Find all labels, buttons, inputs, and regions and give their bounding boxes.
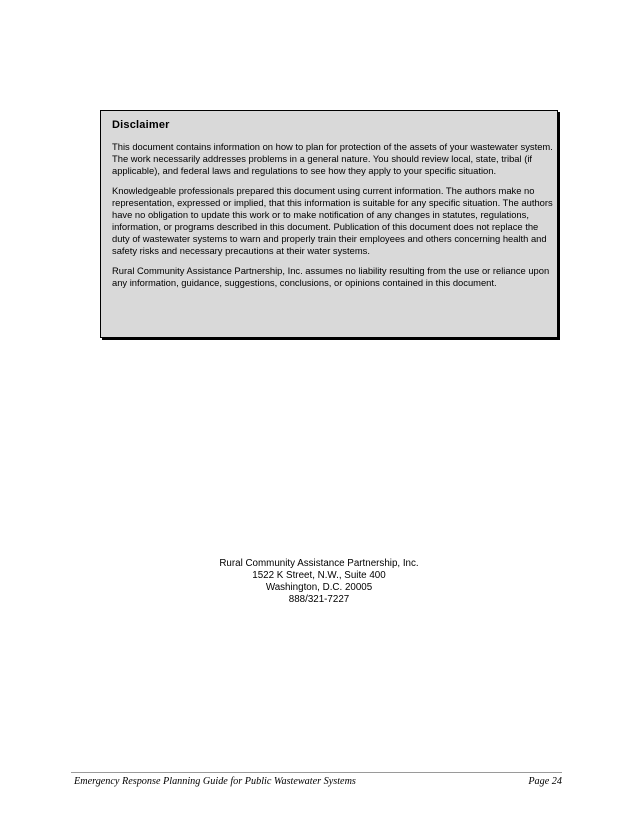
address-block [0,558,638,606]
disclaimer-paragraph-liability: Rural Community Assistance Partnership, Inc. assumes no liability resulting from the use or reliance upon any information, guidance, suggestions, conclusions, or opinions contained in this document. [112,264,550,288]
address-organization: Rural Community Assistance Partnership, Inc. [219,558,419,569]
footer-document-title: Emergency Response Planning Guide for Public Wastewater Systems [74,776,356,787]
address-phone: 888/321-7227 [288,594,350,605]
disclaimer-paragraph-planning: This document contains information on how to plan for protection of the assets of your wastewater system. The work necessarily addresses problems in a general nature. You should review local, state, tribal (if applicable), and federal laws and regulations to see how they apply to your specific situation. [112,141,553,177]
address-city: Washington, D.C. 20005 [265,582,373,593]
footer-page-number: Page 24 [528,776,562,787]
disclaimer-box [100,110,558,338]
disclaimer-title: Disclaimer [112,119,170,131]
footer-divider [71,772,562,773]
address-street: 1522 K Street, N.W., Suite 400 [252,570,386,581]
disclaimer-paragraph-professionals: Knowledgeable professionals prepared this document using current information. The authors make no representation, expressed or implied, that this information is suitable for any specific situation. The authors have no obligation to update this work or to make notification of any changes in statutes, regulations, information, or programs described in this document. Publication of this document does not replace the duty of wastewater systems to warn and properly train their employees and others concerning health and safety risks and necessary precautions at their water systems. [112,184,553,257]
